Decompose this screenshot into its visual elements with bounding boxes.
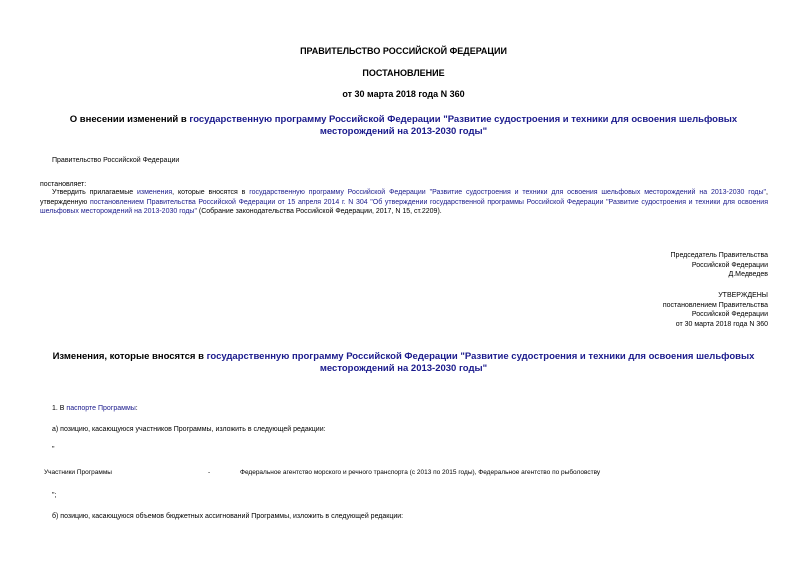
changes-title: Изменения, которые вносятся в государственную программу Российской Федерации "Развитие судостроения и техники для освоения шельфовых месторождений на 2013-2030 годы"	[52, 351, 755, 374]
program-link[interactable]: государственную программу Российской Федерации "Развитие судостроения и техники для освоения шельфовых месторождений на 2013-2030 годы"	[249, 189, 767, 196]
approved-block: УТВЕРЖДЕНЫ постановлением Правительства Российской Федерации от 30 марта 2018 года N 360	[662, 292, 768, 328]
item-a: а) позицию, касающуюся участников Программы, изложить в следующей редакции:	[52, 426, 326, 433]
resolves-label: постановляет:	[40, 181, 87, 188]
doc-type-heading: ПОСТАНОВЛЕНИЕ	[362, 68, 445, 78]
decree-paragraph: Утвердить прилагаемые изменения, которые вносятся в государственную программу Российской Федерации "Развитие судостроения и техники для освоения шельфовых месторождений на 2013-2030 годы", утвержденную постановлением Правительства Российской Федерации от 15 апреля 2014 г. N 304 "Об утверждении государственной программы Российской Федерации "Развитие судостроения и техники для освоения шельфовых месторождений на 2013-2030 годы" (Собрание законодательства Российской Федерации, 2017, N 15, ст.2209).	[40, 189, 768, 215]
changes-link[interactable]: изменения	[137, 189, 173, 196]
changes-title-link[interactable]: государственную программу Российской Федерации "Развитие судостроения и техники для освоения шельфовых месторождений на 2013-2030 годы"	[206, 351, 755, 374]
row-value: Федеральное агентство морского и речного транспорта (с 2013 по 2015 годы), Федеральное агентство по рыболовству	[240, 469, 601, 476]
passport-link[interactable]: паспорте Программы	[66, 405, 136, 412]
decree-title-link[interactable]: государственную программу Российской Федерации "Развитие судостроения и техники для освоения шельфовых месторождений на 2013-2030 годы"	[189, 114, 738, 137]
item-b: б) позицию, касающуюся объемов бюджетных ассигнований Программы, изложить в следующей редакции:	[52, 513, 404, 520]
quote-close: ";	[52, 492, 57, 499]
quote-open: "	[52, 446, 55, 453]
authority-heading: ПРАВИТЕЛЬСТВО РОССИЙСКОЙ ФЕДЕРАЦИИ	[300, 46, 507, 56]
item-1: 1. В паспорте Программы:	[52, 405, 138, 412]
preamble: Правительство Российской Федерации	[52, 157, 180, 164]
signature-block: Председатель Правительства Российской Федерации Д.Медведев	[670, 252, 768, 278]
decree-title	[40, 114, 767, 138]
decree-title-prefix: О внесении изменений в	[69, 114, 190, 125]
resolution-304-link[interactable]: постановлением Правительства Российской Федерации от 15 апреля 2014 г. N 304 "Об утверждении государственной программы Российской Федерации "Развитие судостроения и техники для освоения шельфовых месторождений на 2013-2030 годы"	[40, 198, 768, 215]
date-number-heading: от 30 марта 2018 года N 360	[342, 89, 465, 99]
row-dash: -	[208, 469, 211, 476]
row-label: Участники Программы	[44, 469, 112, 476]
